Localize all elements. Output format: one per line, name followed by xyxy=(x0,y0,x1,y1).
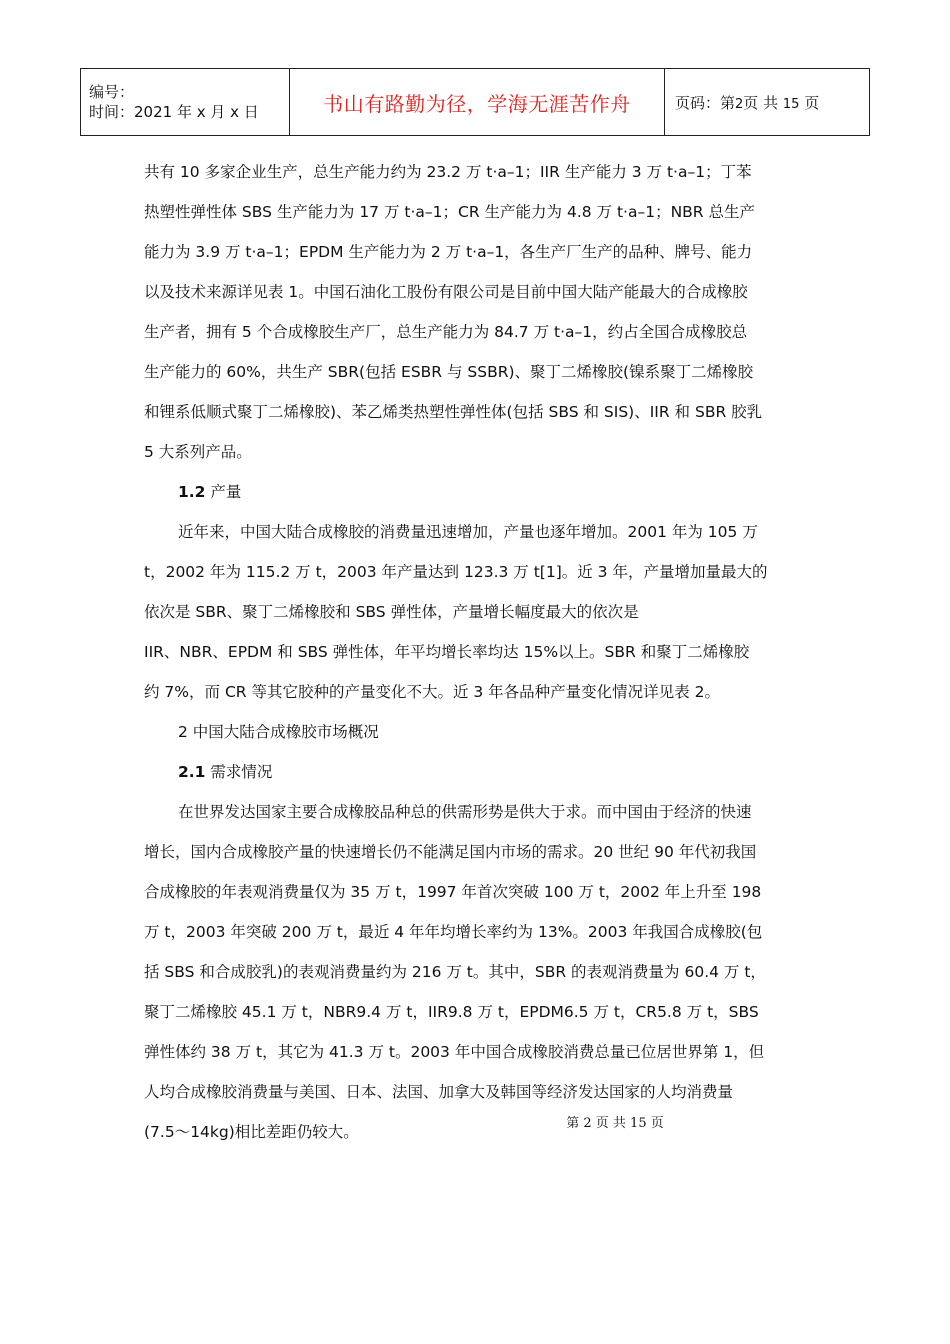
paragraph-line: t，2002 年为 115.2 万 t，2003 年产量达到 123.3 万 t[1]。近 3 年，产量增加量最大的 xyxy=(144,563,768,581)
paragraph-line: 生产能力的 60%，共生产 SBR(包括 ESBR 与 SSBR)、聚丁二烯橡胶(镍系聚丁二烯橡胶 xyxy=(144,363,754,381)
paragraph-line: 热塑性弹性体 SBS 生产能力为 17 万 t·a–1；CR 生产能力为 4.8 万 t·a–1；NBR 总生产 xyxy=(144,203,756,221)
paragraph-line: 5 大系列产品。 xyxy=(144,443,252,461)
paragraph-line: 依次是 SBR、聚丁二烯橡胶和 SBS 弹性体，产量增长幅度最大的依次是 xyxy=(144,603,639,621)
paragraph-line: 共有 10 多家企业生产，总生产能力约为 23.2 万 t·a–1；IIR 生产能力 3 万 t·a–1；丁苯 xyxy=(144,163,752,181)
paragraph-line: 弹性体约 38 万 t，其它为 41.3 万 t。2003 年中国合成橡胶消费总量已位居世界第 1，但 xyxy=(144,1043,765,1061)
paragraph-line: 在世界发达国家主要合成橡胶品种总的供需形势是供大于求。而中国由于经济的快速 xyxy=(178,803,752,821)
section-heading-2: 2 中国大陆合成橡胶市场概况 xyxy=(178,723,379,741)
section-number: 2.1 xyxy=(178,763,206,781)
page-footer: 第 2 页 共 15 页 xyxy=(566,1116,664,1131)
paragraph-line: 万 t，2003 年突破 200 万 t，最近 4 年年均增长率约为 13%。2003 年我国合成橡胶(包 xyxy=(144,923,763,941)
paragraph-line: 近年来，中国大陆合成橡胶的消费量迅速增加，产量也逐年增加。2001 年为 105 万 xyxy=(178,523,758,541)
paragraph-line: 和锂系低顺式聚丁二烯橡胶)、苯乙烯类热塑性弹性体(包括 SBS 和 SIS)、IIR 和 SBR 胶乳 xyxy=(144,403,763,421)
header-page-number: 页码：第2页 共 15 页 xyxy=(665,69,870,136)
paragraph-line: IIR、NBR、EPDM 和 SBS 弹性体，年平均增长率均达 15%以上。SBR 和聚丁二烯橡胶 xyxy=(144,643,750,661)
total-pages: 15 xyxy=(782,96,800,112)
paragraph-line: 聚丁二烯橡胶 45.1 万 t，NBR9.4 万 t，IIR9.8 万 t，EPDM6.5 万 t，CR5.8 万 t，SBS xyxy=(144,1003,759,1021)
paragraph-line: (7.5～14kg)相比差距仍较大。 xyxy=(144,1123,359,1141)
body-text xyxy=(144,152,814,1152)
paragraph-line: 生产者，拥有 5 个合成橡胶生产厂，总生产能力为 84.7 万 t·a–1，约占全国合成橡胶总 xyxy=(144,323,748,341)
header-info-cell xyxy=(81,69,290,136)
paragraph-line: 合成橡胶的年表观消费量仅为 35 万 t，1997 年首次突破 100 万 t，2002 年上升至 198 xyxy=(144,883,762,901)
paragraph-line: 括 SBS 和合成胶乳)的表观消费量约为 216 万 t。其中，SBR 的表观消费量为 60.4 万 t， xyxy=(144,963,766,981)
current-page: 2 xyxy=(735,96,744,112)
section-heading-2-1: 2.1 需求情况 xyxy=(178,763,273,781)
paragraph-line: 增长，国内合成橡胶产量的快速增长仍不能满足国内市场的需求。20 世纪 90 年代初我国 xyxy=(144,843,757,861)
section-heading-1-2: 1.2 产量 xyxy=(178,483,242,501)
document-date: 时间：2021 年 x 月 x 日 xyxy=(89,103,259,121)
paragraph-line: 能力为 3.9 万 t·a–1；EPDM 生产能力为 2 万 t·a–1，各生产厂生产的品种、牌号、能力 xyxy=(144,243,753,261)
paragraph-line: 以及技术来源详见表 1。中国石油化工股份有限公司是目前中国大陆产能最大的合成橡胶 xyxy=(144,283,748,301)
paragraph-line: 人均合成橡胶消费量与美国、日本、法国、加拿大及韩国等经济发达国家的人均消费量 xyxy=(144,1083,734,1101)
document-number-label: 编号： xyxy=(89,83,135,101)
section-number: 1.2 xyxy=(178,483,206,501)
header-motto: 书山有路勤为径，学海无涯苦作舟 xyxy=(290,69,665,136)
header-table xyxy=(80,68,870,136)
paragraph-line: 约 7%，而 CR 等其它胶种的产量变化不大。近 3 年各品种产量变化情况详见表 2。 xyxy=(144,683,720,701)
